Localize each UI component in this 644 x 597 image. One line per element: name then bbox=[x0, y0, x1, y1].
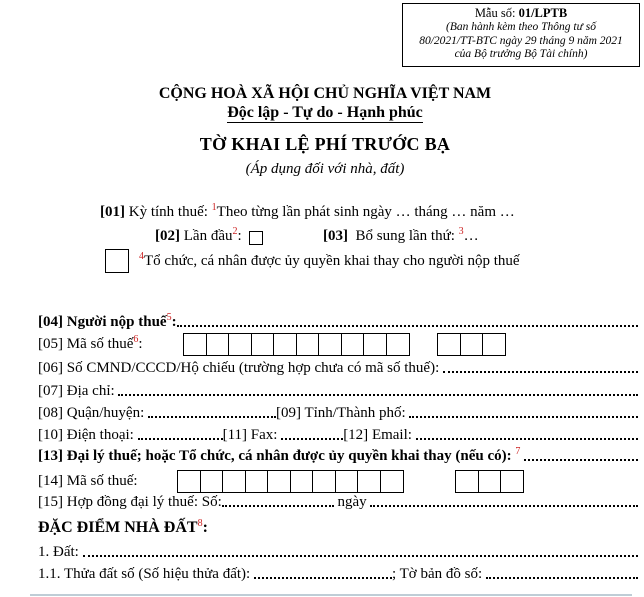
field-04-number: [04] bbox=[38, 314, 63, 330]
field-01-number: [01] bbox=[100, 204, 125, 220]
tax-id-cell[interactable] bbox=[245, 470, 269, 493]
field-09-number: [09] bbox=[275, 405, 301, 421]
page-subtitle: (Áp dụng đối với nhà, đất) bbox=[245, 161, 405, 177]
footnote-8: 8 bbox=[197, 518, 203, 529]
first-time-checkbox[interactable] bbox=[249, 231, 263, 245]
tax-code-cells-branch[interactable] bbox=[437, 333, 506, 356]
field-01-text: Theo từng lần phát sinh ngày … tháng … năm … bbox=[216, 204, 515, 220]
field-14-label: Mã số thuế: bbox=[63, 473, 138, 489]
field-06-number: [06] bbox=[38, 360, 63, 376]
tax-id-cell[interactable] bbox=[500, 470, 524, 493]
field-08-number: [08] bbox=[38, 405, 63, 421]
issued-under-line1: (Ban hành kèm theo Thông tư số bbox=[445, 21, 596, 33]
tax-id-cell[interactable] bbox=[437, 333, 461, 356]
field-13-label: Đại lý thuế; hoặc Tổ chức, cá nhân được ủy quyền khai thay (nếu có): bbox=[63, 448, 516, 464]
authorized-declaration-text: $^4$Tổ chức, cá nhân được ủy quyền khai thay cho người nộp thuế bbox=[139, 250, 520, 269]
id-number-fill-line[interactable] bbox=[443, 371, 638, 373]
footnote-5: 5 bbox=[166, 312, 172, 323]
field-15-number: [15] bbox=[38, 494, 63, 510]
tax-id-cell[interactable] bbox=[482, 333, 506, 356]
fax-fill-line[interactable] bbox=[281, 438, 343, 440]
form-number-value: 01/LPTB bbox=[518, 6, 568, 20]
agent-tax-code-cells-branch[interactable] bbox=[455, 470, 524, 493]
tax-id-cell[interactable] bbox=[222, 470, 246, 493]
contract-date-fill-line[interactable] bbox=[370, 505, 638, 507]
row-tax-period bbox=[100, 204, 515, 221]
field-04-label: Người nộp thuế bbox=[63, 314, 167, 330]
tax-id-cell[interactable] bbox=[200, 470, 224, 493]
tax-id-cell[interactable] bbox=[183, 333, 207, 356]
row-agent-tax-code bbox=[38, 473, 138, 490]
tax-id-cell[interactable] bbox=[341, 333, 365, 356]
map-sheet-label: ; Tờ bản đồ số: bbox=[391, 566, 486, 582]
issued-under-line3: của Bộ trưởng Bộ Tài chính) bbox=[454, 48, 588, 60]
form-number-label: Mẫu số: bbox=[474, 6, 519, 20]
row-tax-agent bbox=[38, 448, 638, 465]
field-10-label: Điện thoại: bbox=[63, 427, 138, 443]
tax-id-cell[interactable] bbox=[228, 333, 252, 356]
agent-tax-code-cells-main[interactable] bbox=[177, 470, 404, 493]
tax-id-cell[interactable] bbox=[455, 470, 479, 493]
field-11-number: [11] bbox=[222, 427, 248, 443]
footnote-4: 4 bbox=[139, 250, 144, 262]
row-phone-fax-email bbox=[38, 427, 638, 444]
row-agent-contract bbox=[38, 494, 638, 511]
footnote-1: 1 bbox=[211, 202, 217, 213]
row-tax-code bbox=[38, 336, 143, 353]
field-13-space bbox=[520, 448, 524, 465]
row-id-number bbox=[38, 360, 638, 377]
field-13-number: [13] bbox=[38, 448, 63, 464]
field-03-label: Bổ sung lần thứ: bbox=[348, 228, 459, 244]
row-district-province bbox=[38, 405, 638, 422]
tax-id-cell[interactable] bbox=[273, 333, 297, 356]
contract-number-fill-line[interactable] bbox=[222, 505, 334, 507]
map-sheet-fill-line[interactable] bbox=[486, 577, 638, 579]
email-fill-line[interactable] bbox=[416, 438, 638, 440]
field-11-label: Fax: bbox=[247, 427, 282, 443]
district-fill-line[interactable] bbox=[148, 416, 276, 418]
field-05-colon: : bbox=[138, 336, 143, 352]
row-land bbox=[38, 544, 638, 561]
field-15-date-label: ngày bbox=[333, 494, 371, 510]
field-03-number: [03] bbox=[323, 228, 348, 244]
row-authorized-declaration bbox=[105, 249, 520, 273]
field-07-number: [07] bbox=[38, 383, 63, 399]
form-number-line bbox=[403, 6, 639, 21]
section-property-title bbox=[38, 519, 208, 537]
form-number-box bbox=[402, 3, 640, 67]
field-07-label: Địa chỉ: bbox=[63, 383, 119, 399]
tax-id-cell[interactable] bbox=[312, 470, 336, 493]
tax-id-cell[interactable] bbox=[357, 470, 381, 493]
tax-id-cell[interactable] bbox=[251, 333, 275, 356]
tax-id-cell[interactable] bbox=[386, 333, 410, 356]
field-02-number: [02] bbox=[155, 228, 180, 244]
phone-fill-line[interactable] bbox=[138, 438, 223, 440]
footnote-6: 6 bbox=[133, 334, 139, 345]
tax-id-cell[interactable] bbox=[296, 333, 320, 356]
land-label: 1. Đất: bbox=[38, 544, 83, 560]
tax-id-cell[interactable] bbox=[363, 333, 387, 356]
tax-id-cell[interactable] bbox=[290, 470, 314, 493]
province-fill-line[interactable] bbox=[409, 416, 638, 418]
row-land-parcel bbox=[38, 566, 638, 583]
tax-code-cells-main[interactable] bbox=[183, 333, 410, 356]
tax-id-cell[interactable] bbox=[318, 333, 342, 356]
field-02-label: Lần đầu bbox=[180, 228, 233, 244]
national-motto: Độc lập - Tự do - Hạnh phúc bbox=[227, 104, 423, 121]
authorized-declaration-checkbox[interactable] bbox=[105, 249, 129, 273]
tax-id-cell[interactable] bbox=[177, 470, 201, 493]
field-06-label: Số CMND/CCCD/Hộ chiếu (trường hợp chưa có mã số thuế): bbox=[63, 360, 444, 376]
tax-id-cell[interactable] bbox=[478, 470, 502, 493]
footnote-7: 7 bbox=[515, 446, 521, 457]
parcel-number-fill-line[interactable] bbox=[254, 577, 392, 579]
field-14-number: [14] bbox=[38, 473, 63, 489]
tax-id-cell[interactable] bbox=[267, 470, 291, 493]
field-12-label: Email: bbox=[368, 427, 416, 443]
tax-id-cell[interactable] bbox=[460, 333, 484, 356]
field-10-number: [10] bbox=[38, 427, 63, 443]
field-01-label: Kỳ tính thuế: bbox=[125, 204, 212, 220]
footnote-2: 2 bbox=[232, 226, 238, 237]
land-fill-line[interactable] bbox=[83, 555, 638, 557]
page-title: TỜ KHAI LỆ PHÍ TRƯỚC BẠ bbox=[199, 134, 451, 154]
field-05-label: Mã số thuế bbox=[63, 336, 134, 352]
address-fill-line[interactable] bbox=[118, 394, 638, 396]
row-address bbox=[38, 383, 638, 400]
next-section-cut-line bbox=[30, 594, 632, 596]
field-05-number: [05] bbox=[38, 336, 63, 352]
section-title-text: ĐẶC ĐIỂM NHÀ ĐẤT bbox=[38, 519, 198, 536]
country-name: CỘNG HOÀ XÃ HỘI CHỦ NGHĨA VIỆT NAM bbox=[158, 85, 492, 102]
taxpayer-name-fill-line[interactable] bbox=[177, 325, 638, 327]
field-02-colon: : bbox=[237, 228, 246, 244]
field-15-label: Hợp đồng đại lý thuế: Số: bbox=[63, 494, 222, 510]
tax-id-cell[interactable] bbox=[380, 470, 404, 493]
field-03-fill[interactable]: … bbox=[463, 228, 479, 244]
section-title-colon: : bbox=[202, 519, 208, 536]
tax-agent-fill-line[interactable] bbox=[524, 459, 638, 461]
footnote-3: 3 bbox=[458, 226, 464, 237]
row-first-time bbox=[155, 228, 263, 245]
field-12-number: [12] bbox=[343, 427, 369, 443]
row-taxpayer bbox=[38, 314, 638, 331]
row-supplement bbox=[323, 228, 479, 245]
tax-id-cell[interactable] bbox=[335, 470, 359, 493]
field-08-label: Quận/huyện: bbox=[63, 405, 148, 421]
parcel-number-label: 1.1. Thửa đất số (Số hiệu thửa đất): bbox=[38, 566, 254, 582]
field-04-colon: : bbox=[171, 314, 177, 330]
field-09-label: Tỉnh/Thành phố: bbox=[300, 405, 410, 421]
tax-id-cell[interactable] bbox=[206, 333, 230, 356]
issued-under-line2: 80/2021/TT-BTC ngày 29 tháng 9 năm 2021 bbox=[419, 34, 623, 47]
